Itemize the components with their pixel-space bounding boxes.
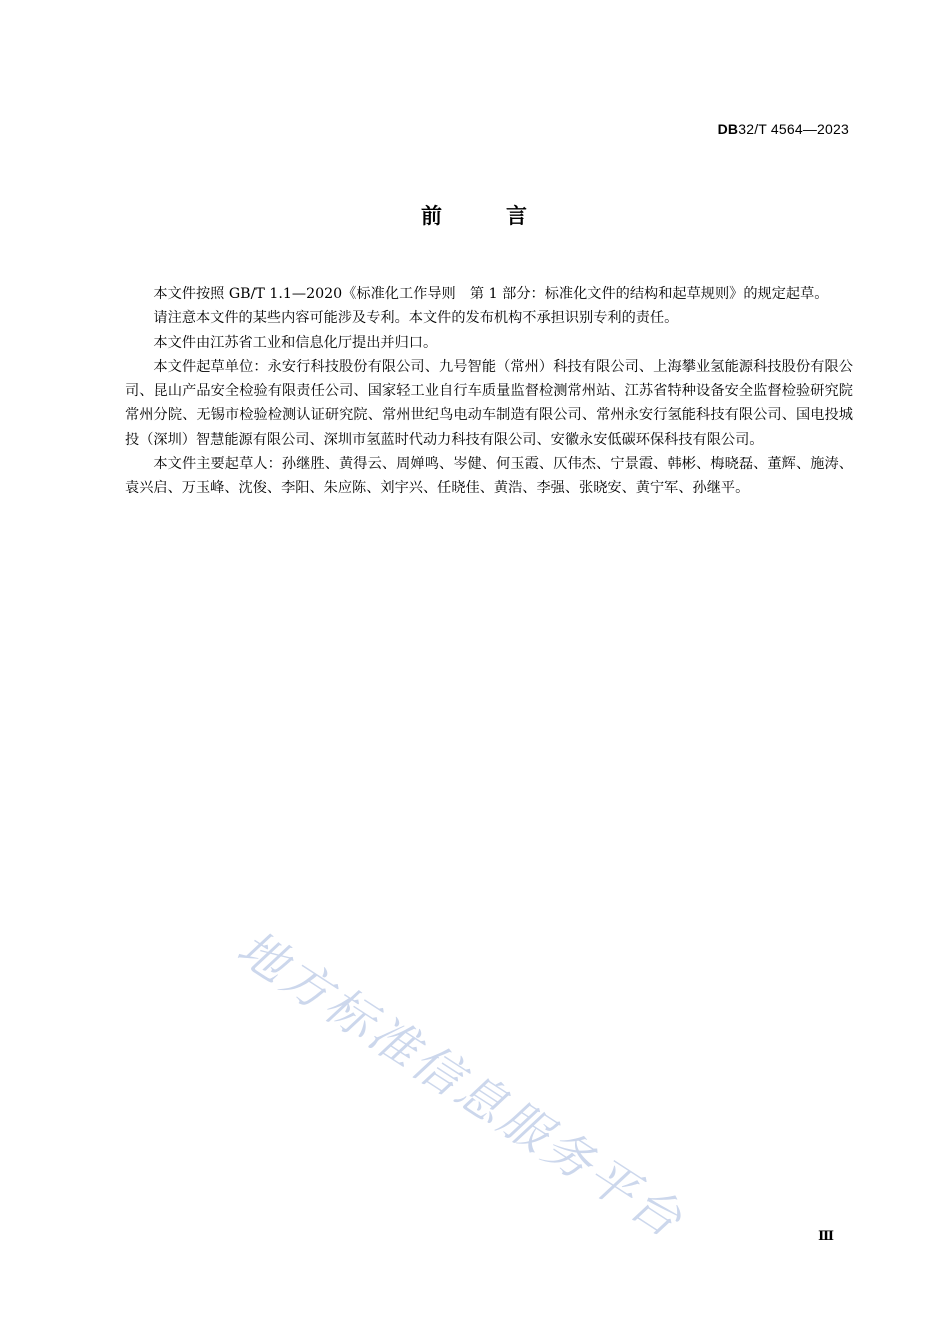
foreword-body bbox=[125, 282, 853, 501]
title-char-2: 言 bbox=[506, 204, 529, 228]
document-code-number: 32/T 4564—2023 bbox=[738, 121, 849, 137]
paragraph-proposer: 本文件由江苏省工业和信息化厅提出并归口。 bbox=[153, 334, 438, 351]
paragraph-drafting-units: 本文件起草单位：永安行科技股份有限公司、九号智能（常州）科技有限公司、上海攀业氢能源科技股份有限公司、昆山产品安全检验有限责任公司、国家轻工业自行车质量监督检测常州站、江苏省特种设备安全监督检验研究院常州分院、无锡市检验检测认证研究院、常州世纪鸟电动车制造有限公司、常州永安行氢能科技有限公司、国电投城投（深圳）智慧能源有限公司、深圳市氢蓝时代动力科技有限公司、安徽永安低碳环保科技有限公司。 bbox=[125, 358, 853, 448]
page-title bbox=[0, 200, 950, 230]
page-number: Ⅲ bbox=[818, 1229, 834, 1244]
paragraph-drafting-rules: 本文件按照 GB/T 1.1—2020《标准化工作导则 第 1 部分：标准化文件的结构和起草规则》的规定起草。 bbox=[153, 286, 829, 302]
watermark: 地方标准信息服务平台 bbox=[227, 919, 694, 1250]
paragraph-patent-notice: 请注意本文件的某些内容可能涉及专利。本文件的发布机构不承担识别专利的责任。 bbox=[153, 310, 679, 327]
paragraph-drafters: 本文件主要起草人：孙继胜、黄得云、周婵鸣、岑健、何玉霞、仄伟杰、宁景霞、韩彬、梅晓磊、董辉、施涛、袁兴启、万玉峰、沈俊、李阳、朱应陈、刘宇兴、任晓佳、黄浩、李强、张晓安、黄宁军、孙继平。 bbox=[125, 456, 853, 497]
document-code-prefix: DB bbox=[717, 121, 739, 137]
document-code bbox=[718, 121, 849, 137]
title-char-1: 前 bbox=[421, 204, 444, 228]
